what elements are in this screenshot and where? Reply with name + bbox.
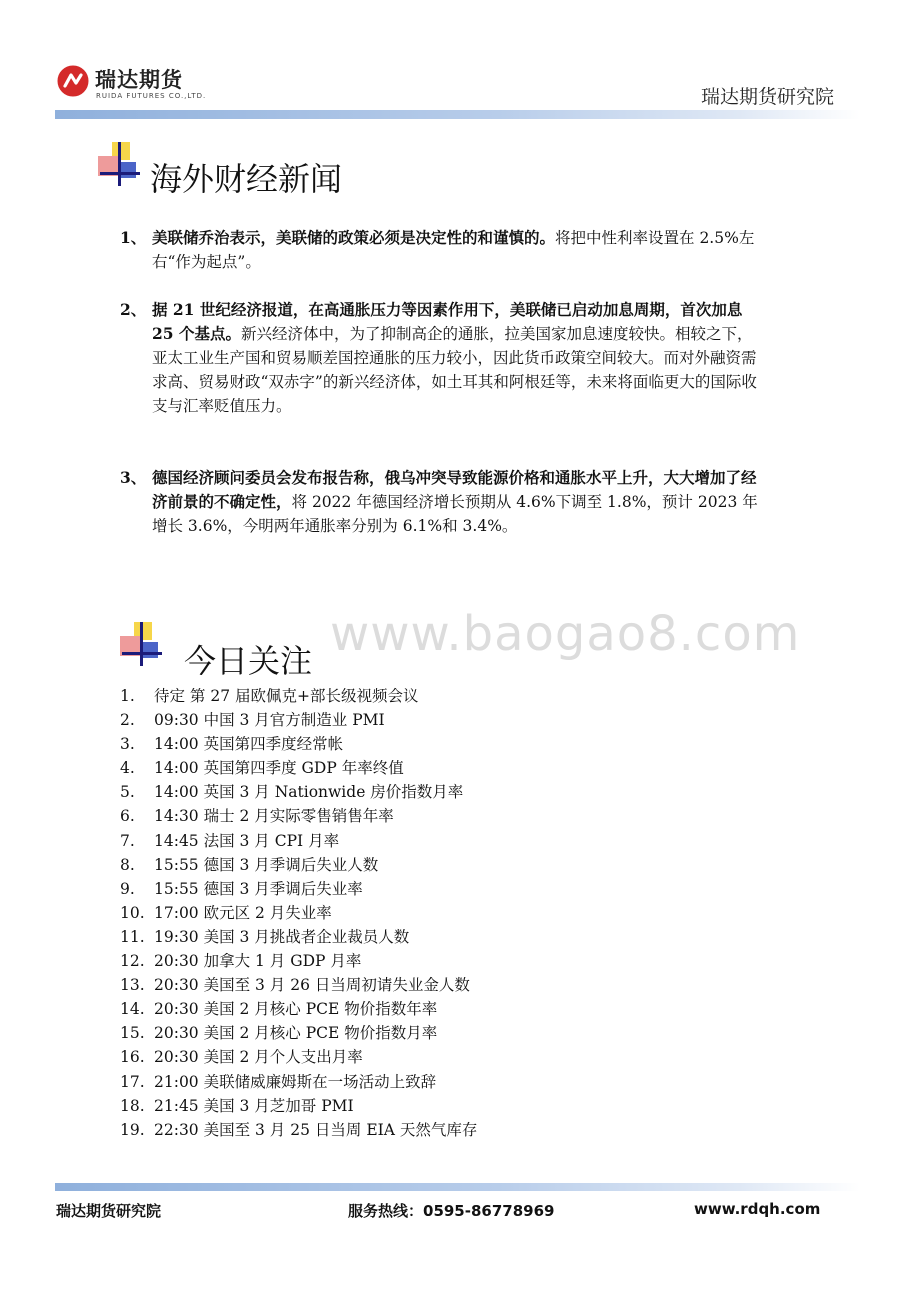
logo-subtitle: RUIDA FUTURES CO.,LTD.	[96, 92, 207, 100]
agenda-item	[120, 756, 477, 780]
page-header	[0, 0, 920, 130]
agenda-item-index: 18.	[120, 1096, 145, 1115]
agenda-item-index: 15.	[120, 1024, 145, 1043]
agenda-item-text: 15:55 德国 3 月季调后失业人数	[154, 855, 379, 874]
footer-institute: 瑞达期货研究院	[56, 1202, 162, 1220]
agenda-item	[120, 1094, 477, 1118]
agenda-item	[120, 708, 477, 732]
agenda-item-text: 21:45 美国 3 月芝加哥 PMI	[154, 1096, 354, 1115]
news-item-text: 新兴经济体中，为了抑制高企的通胀，拉美国家加息速度较快。相较之下，亚太工业生产国和贸易顺差国控通胀的压力较小，因此货币政策空间较大。而对外融资需求高、贸易财政“双赤字”的新兴经济体，如土耳其和阿根廷等，未来将面临更大的国际收支与汇率贬值压力。	[152, 325, 757, 415]
ruida-logo-icon	[56, 64, 90, 98]
agenda-item-text: 21:00 美联储威廉姆斯在一场活动上致辞	[154, 1072, 437, 1091]
agenda-item	[120, 732, 477, 756]
agenda-item-text: 14:00 英国第四季度经常帐	[154, 735, 344, 754]
agenda-item	[120, 829, 477, 853]
agenda-item-text: 20:30 加拿大 1 月 GDP 月率	[154, 952, 362, 971]
news-item	[120, 298, 760, 418]
section-bullet-icon	[120, 622, 164, 666]
news-item-text: 将 2022 年德国经济增长预期从 4.6%下调至 1.8%，预计 2023 年增长 3.6%，今明两年通胀率分别为 6.1%和 3.4%。	[152, 493, 758, 535]
agenda-item	[120, 1118, 477, 1142]
agenda-item	[120, 877, 477, 901]
header-institute: 瑞达期货研究院	[700, 86, 834, 108]
agenda-item-text: 20:30 美国至 3 月 26 日当周初请失业金人数	[154, 976, 470, 995]
footer-hotline: 服务热线：0595-86778969	[348, 1202, 555, 1220]
agenda-item	[120, 853, 477, 877]
agenda-item	[120, 901, 477, 925]
agenda-item-index: 1.	[120, 687, 135, 705]
agenda-item	[120, 925, 477, 949]
footer-divider	[55, 1183, 860, 1191]
agenda-item-index: 16.	[120, 1048, 145, 1067]
agenda-item-index: 7.	[120, 831, 135, 850]
watermark: www.baogao8.com	[330, 606, 801, 662]
agenda-item-text: 20:30 美国 2 月核心 PCE 物价指数月率	[154, 1024, 438, 1043]
agenda-item-text: 17:00 欧元区 2 月失业率	[154, 903, 332, 922]
news-item	[120, 466, 760, 538]
agenda-item	[120, 780, 477, 804]
agenda-item	[120, 804, 477, 828]
agenda-item-text: 20:30 美国 2 月个人支出月率	[154, 1048, 363, 1067]
agenda-item-index: 10.	[120, 903, 145, 922]
section-title-today-focus: 今日关注	[184, 642, 313, 680]
agenda-item-text: 14:00 英国第四季度 GDP 年率终值	[154, 759, 404, 778]
news-item-text: 将把中性利率设置在 2.5%左右“作为起点”。	[152, 229, 755, 271]
agenda-item-text: 14:00 英国 3 月 Nationwide 房价指数月率	[154, 783, 464, 802]
agenda-item-index: 2.	[120, 711, 135, 730]
footer-website[interactable]: www.rdqh.com	[694, 1200, 821, 1218]
news-item-number: 3、	[120, 468, 147, 487]
agenda-item-index: 19.	[120, 1120, 145, 1139]
news-item-headline: 美联储乔治表示，美联储的政策必须是决定性的和谨慎的。	[152, 228, 556, 247]
agenda-item-text: 20:30 美国 2 月核心 PCE 物价指数年率	[154, 1000, 438, 1019]
agenda-list	[120, 684, 477, 1142]
agenda-item-index: 13.	[120, 976, 145, 995]
agenda-item	[120, 1045, 477, 1069]
agenda-item-index: 5.	[120, 783, 135, 802]
agenda-item-text: 22:30 美国至 3 月 25 日当周 EIA 天然气库存	[154, 1120, 478, 1139]
agenda-item	[120, 949, 477, 973]
agenda-item-text: 14:45 法国 3 月 CPI 月率	[154, 831, 340, 850]
agenda-item-index: 17.	[120, 1072, 145, 1091]
header-divider	[55, 110, 860, 119]
agenda-item	[120, 1070, 477, 1094]
section-title-overseas-news: 海外财经新闻	[150, 160, 343, 198]
agenda-item	[120, 997, 477, 1021]
agenda-item-index: 9.	[120, 879, 135, 898]
agenda-item-index: 11.	[120, 927, 145, 946]
agenda-item-text: 14:30 瑞士 2 月实际零售销售年率	[154, 807, 394, 826]
agenda-item	[120, 973, 477, 997]
agenda-item-index: 6.	[120, 807, 135, 826]
news-item	[120, 226, 760, 274]
agenda-item-text: 19:30 美国 3 月挑战者企业裁员人数	[154, 927, 410, 946]
section-bullet-icon	[98, 142, 142, 186]
news-item-number: 1、	[120, 228, 147, 247]
agenda-item-index: 12.	[120, 952, 145, 971]
agenda-item	[120, 684, 477, 708]
agenda-item-index: 3.	[120, 735, 135, 754]
agenda-item-index: 4.	[120, 759, 135, 778]
agenda-item	[120, 1021, 477, 1045]
news-item-number: 2、	[120, 300, 147, 319]
news-item-headline: 德国经济顾问委员会发布报告称，俄乌冲突导致能源价格和通胀水平上升，大大增加了经济前景的不确定性，	[152, 468, 757, 511]
agenda-item-index: 8.	[120, 855, 135, 874]
news-item-headline: 据 21 世纪经济报道，在高通胀压力等因素作用下，美联储已启动加息周期，首次加息 25 个基点。	[152, 300, 743, 343]
agenda-item-index: 14.	[120, 1000, 145, 1019]
agenda-item-text: 待定 第 27 届欧佩克+部长级视频会议	[154, 687, 419, 705]
agenda-item-text: 15:55 德国 3 月季调后失业率	[154, 879, 363, 898]
agenda-item-text: 09:30 中国 3 月官方制造业 PMI	[154, 711, 385, 730]
logo-name: 瑞达期货	[95, 68, 183, 92]
